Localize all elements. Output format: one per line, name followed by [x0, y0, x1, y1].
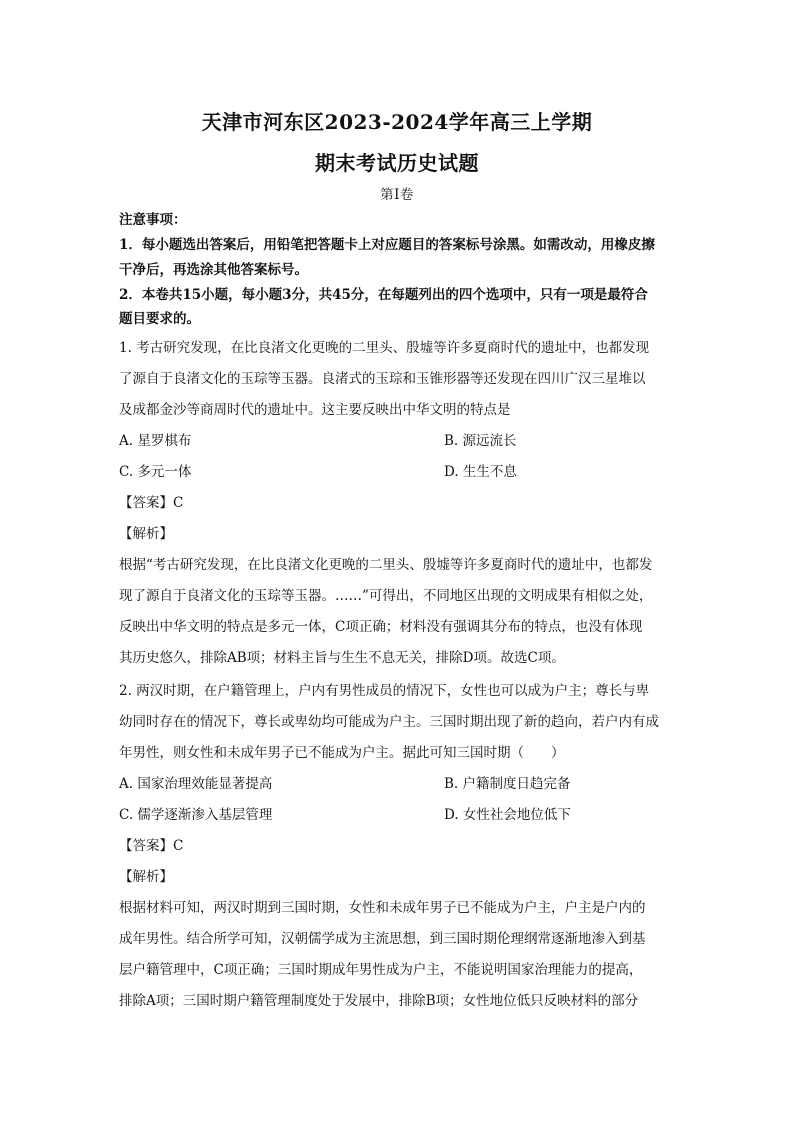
q2-stem-line2: 幼同时存在的情况下，尊长或卑幼均可能成为户主。三国时期出现了新的趋向，若户内有成 [119, 714, 659, 730]
q2-analysis-line2: 成年男性。结合所学可知，汉朝儒学成为主流思想，到三国时期伦理纲常逐渐地渗入到基 [119, 931, 646, 947]
notes-item1-line1: 1．每小题选出答案后，用铅笔把答题卡上对应题目的答案标号涂黑。如需改动，用橡皮擦 [119, 237, 655, 253]
q1-stem-line2: 了源自于良渚文化的玉琮等玉器。良渚式的玉琮和玉锥形器等还发现在四川广汉三星堆以 [119, 371, 646, 387]
volume-label: 第Ⅰ卷 [380, 187, 414, 203]
q1-option-d: D. 生生不息 [444, 464, 517, 480]
q1-analysis-line4: 其历史悠久，排除AB项；材料主旨与生生不息无关，排除D项。故选C项。 [119, 650, 565, 666]
q1-analysis-line1: 根据“考古研究发现，在比良渚文化更晚的二里头、殷墟等许多夏商时代的遗址中，也都发 [119, 557, 653, 573]
q2-option-c: C. 儒学逐渐渗入基层管理 [119, 807, 273, 823]
notes-item2-line2: 题目要求的。 [119, 311, 200, 327]
q1-analysis-line3: 反映出中华文明的特点是多元一体，C项正确；材料没有强调其分布的特点，也没有体现 [119, 619, 643, 635]
q2-stem-line3: 年男性，则女性和未成年男子已不能成为户主。据此可知三国时期（ ） [119, 745, 565, 761]
q2-option-a: A. 国家治理效能显著提高 [119, 776, 273, 792]
q2-option-b: B. 户籍制度日趋完备 [444, 776, 571, 792]
q1-option-b: B. 源远流长 [444, 433, 517, 449]
q1-stem-line3: 及成都金沙等商周时代的遗址中。这主要反映出中华文明的特点是 [119, 402, 511, 418]
q2-analysis-line1: 根据材料可知，两汉时期到三国时期，女性和未成年男子已不能成为户主，户主是户内的 [119, 900, 646, 916]
q1-stem-line1: 1. 考古研究发现，在比良渚文化更晚的二里头、殷墟等许多夏商时代的遗址中，也都发现 [119, 340, 650, 356]
exam-title-line2: 期末考试历史试题 [315, 151, 479, 175]
exam-title-line1: 天津市河东区2023-2024学年高三上学期 [201, 110, 593, 134]
q2-analysis-line3: 层户籍管理中，C项正确；三国时期成年男性成为户主，不能说明国家治理能力的提高， [119, 962, 643, 978]
q1-analysis-line2: 现了源自于良渚文化的玉琮等玉器。……”可得出，不同地区出现的文明成果有相似之处， [119, 588, 653, 604]
notes-heading: 注意事项： [119, 212, 187, 228]
q2-option-d: D. 女性社会地位低下 [444, 807, 571, 823]
q2-answer: 【答案】C [119, 838, 184, 854]
notes-item1-line2: 干净后，再选涂其他答案标号。 [119, 262, 308, 278]
q2-analysis-line4: 排除A项；三国时期户籍管理制度处于发展中，排除B项；女性地位低只反映材料的部分 [119, 993, 639, 1009]
q2-analysis-label: 【解析】 [119, 869, 173, 885]
q1-answer: 【答案】C [119, 495, 184, 511]
q1-option-c: C. 多元一体 [119, 464, 192, 480]
q1-option-a: A. 星罗棋布 [119, 433, 192, 449]
notes-item2-line1: 2．本卷共15小题，每小题3分，共45分，在每题列出的四个选项中，只有一项是最符合 [119, 287, 648, 303]
q1-analysis-label: 【解析】 [119, 526, 173, 542]
q2-stem-line1: 2. 两汉时期，在户籍管理上，户内有男性成员的情况下，女性也可以成为户主；尊长与卑 [119, 683, 650, 699]
